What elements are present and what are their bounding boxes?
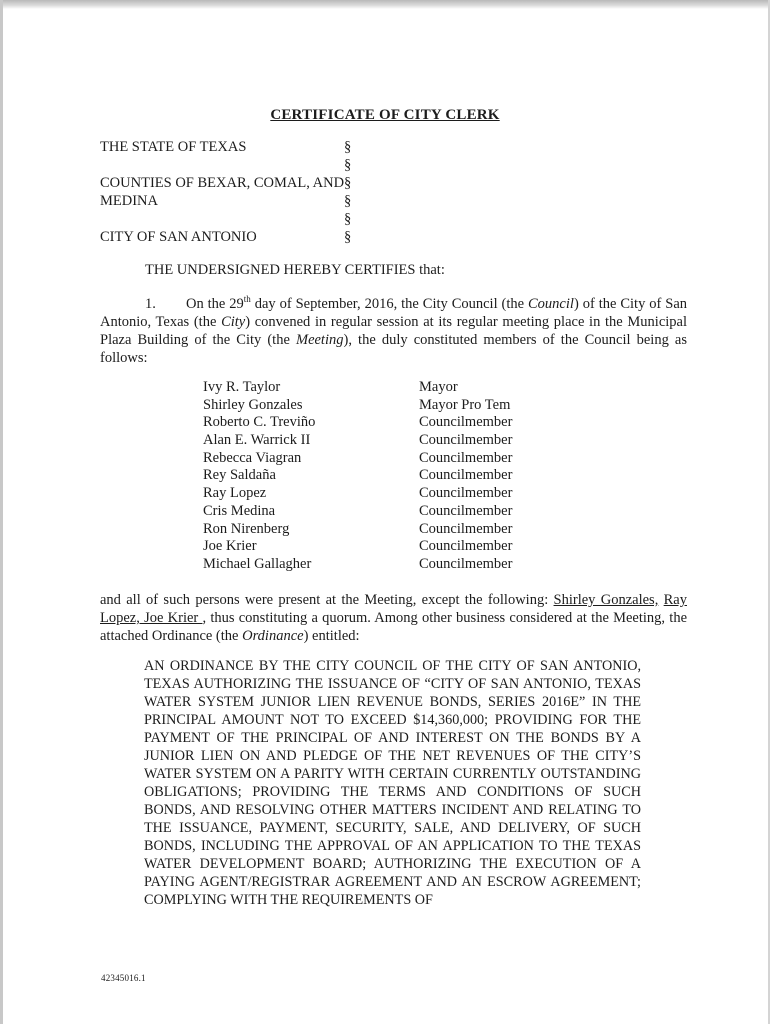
defined-term: Council bbox=[528, 296, 574, 312]
defined-term: City bbox=[221, 314, 246, 330]
member-role: Councilmember bbox=[419, 502, 513, 519]
caption-line bbox=[100, 138, 400, 156]
ordinance-title: AN ORDINANCE BY THE CITY COUNCIL OF THE CITY OF SAN ANTONIO, TEXAS AUTHORIZING THE ISSUANCE OF “CITY OF SAN ANTONIO, TEXAS WATER SYSTEM JUNIOR LIEN REVENUE BONDS, SERIES 2016E” IN THE PRINCIPAL AMOUNT NOT TO EXCEED $14,360,000; PROVIDING FOR THE PAYMENT OF THE PRINCIPAL OF AND INTEREST ON THE BONDS BY A JUNIOR LIEN ON AND PLEDGE OF THE NET REVENUES OF THE CITY’S WATER SYSTEM ON A PARITY WITH CERTAIN CURRENTLY OUTSTANDING OBLIGATIONS; PROVIDING THE TERMS AND CONDITIONS OF SUCH BONDS, AND RESOLVING OTHER MATTERS INCIDENT AND RELATING TO THE ISSUANCE, PAYMENT, SECURITY, SALE, AND DELIVERY, OF SUCH BONDS, INCLUDING THE APPROVAL OF AN APPLICATION TO THE TEXAS WATER DEVELOPMENT BOARD; AUTHORIZING THE EXECUTION OF A PAYING AGENT/REGISTRAR AGREEMENT AND AN ESCROW AGREEMENT; COMPLYING WITH THE REQUIREMENTS OF bbox=[144, 658, 641, 908]
member-role: Councilmember bbox=[419, 520, 513, 537]
paragraph-text: ), the duly constituted members of the Council being as follows: bbox=[100, 332, 687, 366]
member-role: Councilmember bbox=[419, 555, 513, 572]
member-name: Ivy R. Taylor bbox=[203, 379, 281, 395]
defined-term: Ordinance bbox=[242, 628, 304, 644]
council-members-list bbox=[203, 379, 533, 574]
member-row bbox=[203, 556, 533, 574]
section-symbol: § bbox=[344, 193, 352, 209]
member-role: Councilmember bbox=[419, 485, 513, 502]
member-name: Joe Krier bbox=[203, 538, 257, 555]
caption-line bbox=[100, 156, 400, 174]
member-role: Councilmember bbox=[419, 449, 513, 466]
caption-line bbox=[100, 192, 400, 210]
member-row bbox=[203, 538, 533, 556]
member-row bbox=[203, 485, 533, 503]
document-title: CERTIFICATE OF CITY CLERK bbox=[270, 107, 500, 123]
caption-text: COUNTIES OF BEXAR, COMAL, AND bbox=[100, 175, 345, 191]
member-name: Shirley Gonzales bbox=[203, 396, 303, 413]
member-row bbox=[203, 414, 533, 432]
ordinal-suffix: th bbox=[243, 294, 251, 305]
paragraph-text: and all of such persons were present at the Meeting, except the following: bbox=[100, 592, 554, 608]
certifies-line: THE UNDERSIGNED HEREBY CERTIFIES that: bbox=[145, 262, 445, 278]
member-name: Cris Medina bbox=[203, 502, 276, 519]
caption-text: MEDINA bbox=[100, 193, 158, 209]
section-symbol: § bbox=[344, 139, 352, 155]
paragraph-number: 1. bbox=[145, 296, 156, 312]
member-name: Roberto C. Treviño bbox=[203, 414, 316, 431]
member-role: Councilmember bbox=[419, 432, 513, 449]
member-row bbox=[203, 397, 533, 415]
paragraph-text: day of September, 2016, the City Council (the bbox=[250, 296, 529, 312]
document-number: 42345016.1 bbox=[101, 973, 146, 983]
member-name: Rebecca Viagran bbox=[203, 449, 302, 466]
section-symbol: § bbox=[344, 211, 352, 227]
absent-members: Shirley Gonzales, bbox=[553, 592, 659, 608]
member-role: Councilmember bbox=[419, 467, 513, 484]
section-symbol: § bbox=[344, 157, 352, 173]
paragraph-text: , thus constituting a quorum. Among other business considered at the Meeting, the attached Ordinance (the bbox=[100, 610, 688, 644]
paragraph-text: On the 29 bbox=[186, 296, 244, 312]
paragraph-text: ) of the City of San Antonio, Texas (the bbox=[100, 296, 688, 330]
member-row bbox=[203, 379, 533, 397]
member-row bbox=[203, 521, 533, 539]
paragraph-1 bbox=[100, 295, 687, 367]
defined-term: Meeting bbox=[295, 332, 344, 348]
member-name: Rey Saldaña bbox=[203, 467, 276, 484]
member-role: Councilmember bbox=[419, 414, 513, 431]
section-symbol: § bbox=[344, 175, 352, 191]
member-name: Michael Gallagher bbox=[203, 555, 312, 572]
caption-line bbox=[100, 228, 400, 246]
caption-line bbox=[100, 174, 400, 192]
member-row bbox=[203, 467, 533, 485]
member-role: Mayor Pro Tem bbox=[419, 396, 511, 413]
paragraph-text: ) entitled: bbox=[303, 628, 360, 644]
caption-text: CITY OF SAN ANTONIO bbox=[100, 229, 257, 245]
paragraph-2 bbox=[100, 591, 687, 645]
section-symbol: § bbox=[344, 229, 352, 245]
member-row bbox=[203, 450, 533, 468]
member-name: Alan E. Warrick II bbox=[203, 432, 311, 449]
absent-members: Ray Lopez, Joe Krier bbox=[100, 592, 687, 626]
member-name: Ron Nirenberg bbox=[203, 520, 290, 537]
member-row bbox=[203, 503, 533, 521]
member-role: Councilmember bbox=[419, 538, 513, 555]
caption-text: THE STATE OF TEXAS bbox=[100, 139, 247, 155]
member-name: Ray Lopez bbox=[203, 485, 267, 502]
caption-block bbox=[100, 138, 400, 246]
paragraph-text: ) convened in regular session at its regular meeting place in the Municipal Plaza Building of the City (the bbox=[100, 314, 687, 348]
member-role: Mayor bbox=[419, 379, 458, 395]
caption-line bbox=[100, 210, 400, 228]
member-row bbox=[203, 432, 533, 450]
